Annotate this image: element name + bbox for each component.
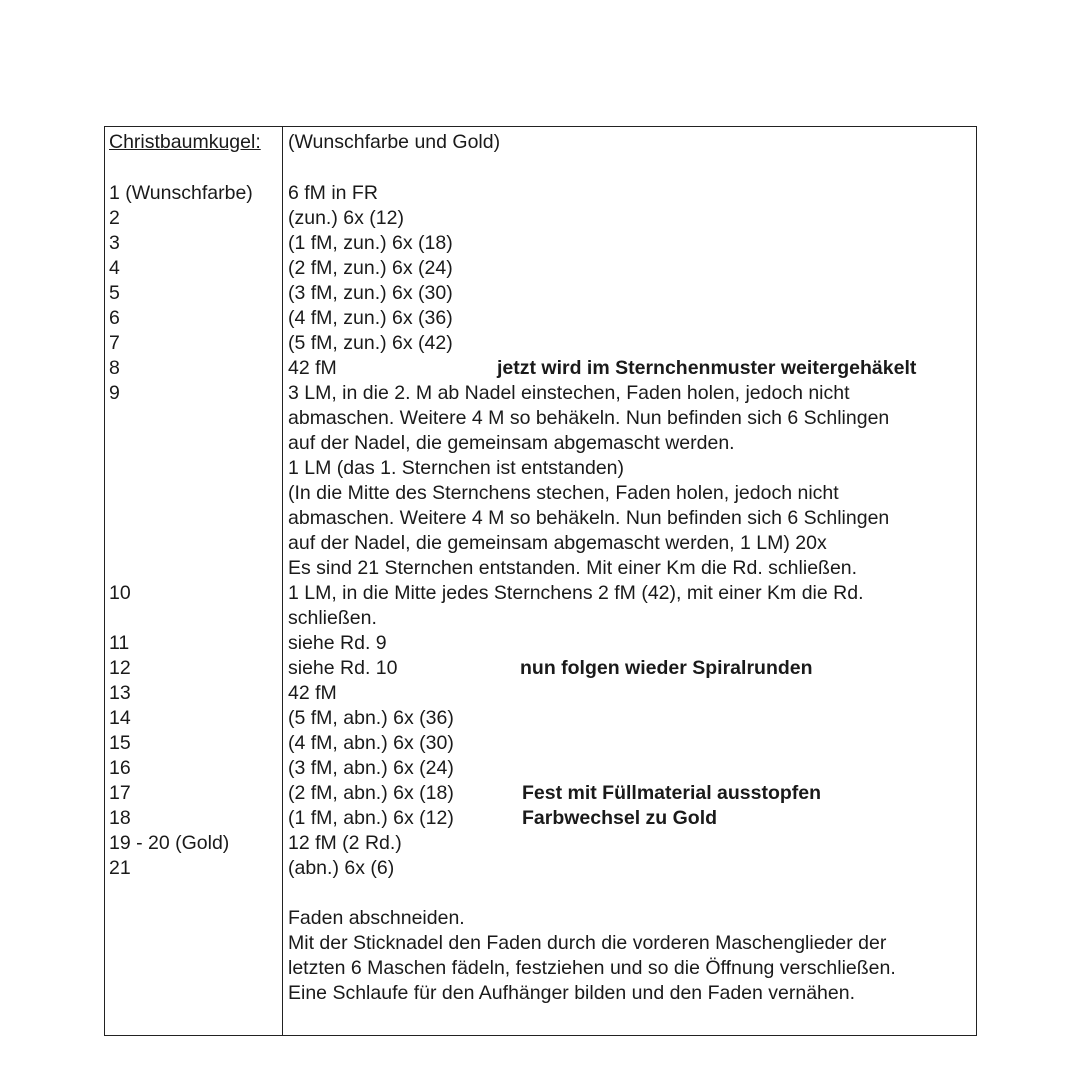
round-note: nun folgen wieder Spiralrunden: [520, 657, 813, 679]
round-note: Fest mit Füllmaterial ausstopfen: [522, 782, 822, 804]
round-instruction: (1 fM, abn.) 6x (12): [288, 807, 454, 829]
finishing-line: letzten 6 Maschen fädeln, festziehen und so die Öffnung verschließen.: [288, 957, 896, 979]
round-instruction: (3 fM, zun.) 6x (30): [288, 282, 453, 304]
round-label: 3: [109, 232, 120, 254]
round-instruction: (2 fM, abn.) 6x (18): [288, 782, 454, 804]
round-instruction-line: 3 LM, in die 2. M ab Nadel einstechen, Faden holen, jedoch nicht: [288, 382, 850, 404]
finishing-line: Faden abschneiden.: [288, 907, 465, 929]
round-label: 15: [109, 732, 131, 754]
round-label: 9: [109, 382, 120, 404]
round-label: 21: [109, 857, 131, 879]
round-instruction: (zun.) 6x (12): [288, 207, 404, 229]
round-instruction: (5 fM, zun.) 6x (42): [288, 332, 453, 354]
round-instruction-line: 1 LM (das 1. Sternchen ist entstanden): [288, 457, 625, 479]
round-instruction-line: (In die Mitte des Sternchens stechen, Faden holen, jedoch nicht: [288, 482, 839, 504]
round-label: 18: [109, 807, 131, 829]
round-instruction: (2 fM, zun.) 6x (24): [288, 257, 453, 279]
round-label: 11: [109, 632, 130, 654]
round-label: 8: [109, 357, 120, 379]
column-divider: [282, 126, 283, 1036]
round-label: 10: [109, 582, 131, 604]
round-note: jetzt wird im Sternchenmuster weitergehäkelt: [497, 357, 917, 379]
round-instruction-line: abmaschen. Weitere 4 M so behäkeln. Nun befinden sich 6 Schlingen: [288, 407, 890, 429]
finishing-line: Mit der Sticknadel den Faden durch die vorderen Maschenglieder der: [288, 932, 887, 954]
round-instruction: 42 fM: [288, 682, 337, 704]
pattern-title: Christbaumkugel:: [109, 131, 261, 153]
round-instruction-line: abmaschen. Weitere 4 M so behäkeln. Nun befinden sich 6 Schlingen: [288, 507, 890, 529]
round-note: Farbwechsel zu Gold: [522, 807, 718, 829]
round-label: 14: [109, 707, 131, 729]
round-label: 12: [109, 657, 131, 679]
finishing-line: Eine Schlaufe für den Aufhänger bilden und den Faden vernähen.: [288, 982, 856, 1004]
round-instruction-line: auf der Nadel, die gemeinsam abgemascht werden.: [288, 432, 735, 454]
round-instruction: (1 fM, zun.) 6x (18): [288, 232, 453, 254]
round-label: 4: [109, 257, 120, 279]
round-instruction: (4 fM, abn.) 6x (30): [288, 732, 454, 754]
round-label: 6: [109, 307, 120, 329]
round-instruction: (4 fM, zun.) 6x (36): [288, 307, 453, 329]
round-label: 13: [109, 682, 131, 704]
round-instruction: (5 fM, abn.) 6x (36): [288, 707, 454, 729]
round-instruction-line: 1 LM, in die Mitte jedes Sternchens 2 fM (42), mit einer Km die Rd.: [288, 582, 864, 604]
round-label: 5: [109, 282, 120, 304]
round-instruction-line: schließen.: [288, 607, 377, 629]
round-instruction-line: Es sind 21 Sternchen entstanden. Mit einer Km die Rd. schließen.: [288, 557, 858, 579]
round-label: 17: [109, 782, 131, 804]
round-instruction: 42 fM: [288, 357, 337, 379]
round-instruction: 12 fM (2 Rd.): [288, 832, 402, 854]
round-label: 16: [109, 757, 131, 779]
round-instruction: siehe Rd. 9: [288, 632, 387, 654]
pattern-subtitle: (Wunschfarbe und Gold): [288, 131, 501, 153]
round-instruction: (3 fM, abn.) 6x (24): [288, 757, 454, 779]
round-instruction: 6 fM in FR: [288, 182, 378, 204]
round-instruction: siehe Rd. 10: [288, 657, 398, 679]
round-label: 19 - 20 (Gold): [109, 832, 230, 854]
round-instruction-line: auf der Nadel, die gemeinsam abgemascht werden, 1 LM) 20x: [288, 532, 827, 554]
round-instruction: (abn.) 6x (6): [288, 857, 395, 879]
round-label: 2: [109, 207, 120, 229]
round-label: 1 (Wunschfarbe): [109, 182, 253, 204]
round-label: 7: [109, 332, 120, 354]
